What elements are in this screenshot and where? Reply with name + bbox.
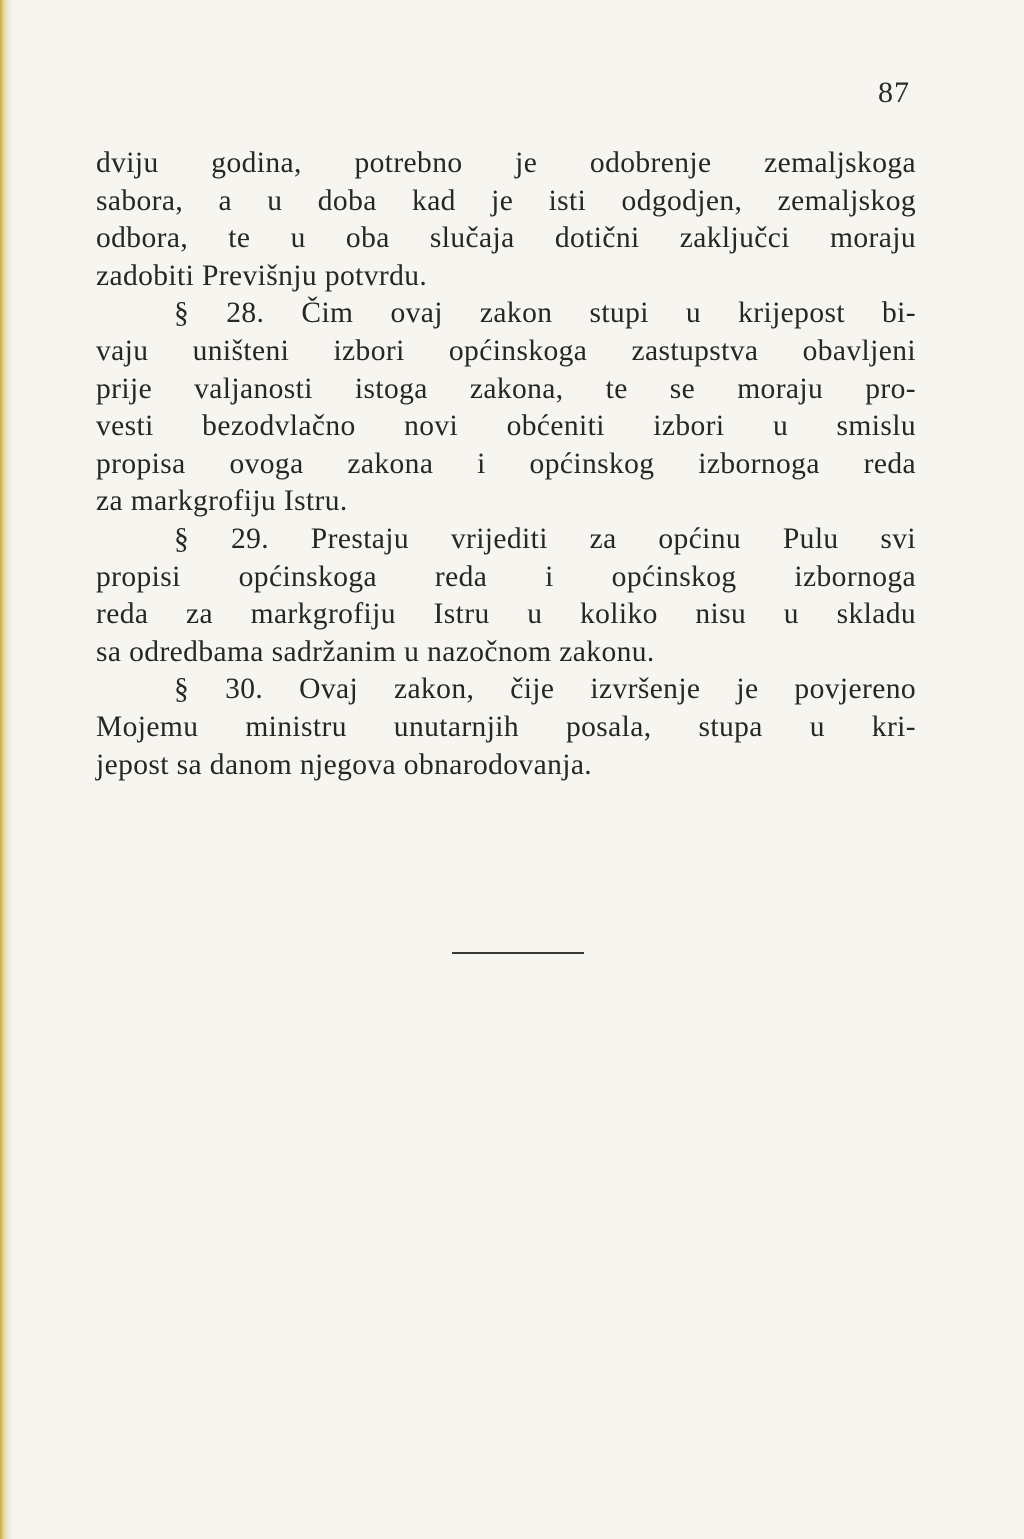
text-line: zadobiti Previšnju potvrdu.	[96, 259, 428, 292]
text-line: prije valjanosti istoga zakona, te se moraju pro-	[96, 372, 916, 405]
text-line: sabora, a u doba kad je isti odgodjen, zemaljskog	[96, 184, 916, 217]
text-line: reda za markgrofiju Istru u koliko nisu u skladu	[96, 598, 916, 631]
text-line: vesti bezodvlačno novi obćeniti izbori u smislu	[96, 410, 916, 443]
section-divider-rule	[452, 952, 584, 954]
text-line: jepost sa danom njegova obnarodovanja.	[96, 748, 593, 781]
text-line: Mojemu ministru unutarnjih posala, stupa u kri-	[96, 710, 916, 743]
section-29-heading-line: § 29. Prestaju vrijediti za općinu Pulu svi	[174, 522, 916, 555]
page-number: 87	[878, 76, 910, 109]
section-28-heading-line: § 28. Čim ovaj zakon stupi u krijepost bi-	[174, 297, 916, 330]
page-binding-edge	[0, 0, 14, 1539]
text-line: za markgrofiju Istru.	[96, 485, 348, 518]
text-line: propisa ovoga zakona i općinskog izbornoga reda	[96, 447, 916, 480]
text-line: propisi općinskoga reda i općinskog izbornoga	[96, 560, 916, 593]
text-line: sa odredbama sadržanim u nazočnom zakonu.	[96, 635, 655, 668]
section-30-heading-line: § 30. Ovaj zakon, čije izvršenje je povjereno	[174, 673, 916, 706]
text-line: vaju uništeni izbori općinskoga zastupstva obavljeni	[96, 334, 916, 367]
body-text	[96, 145, 916, 784]
text-line: odbora, te u oba slučaja dotični zaključci moraju	[96, 222, 916, 255]
text-line: dviju godina, potrebno je odobrenje zemaljskoga	[96, 147, 916, 179]
